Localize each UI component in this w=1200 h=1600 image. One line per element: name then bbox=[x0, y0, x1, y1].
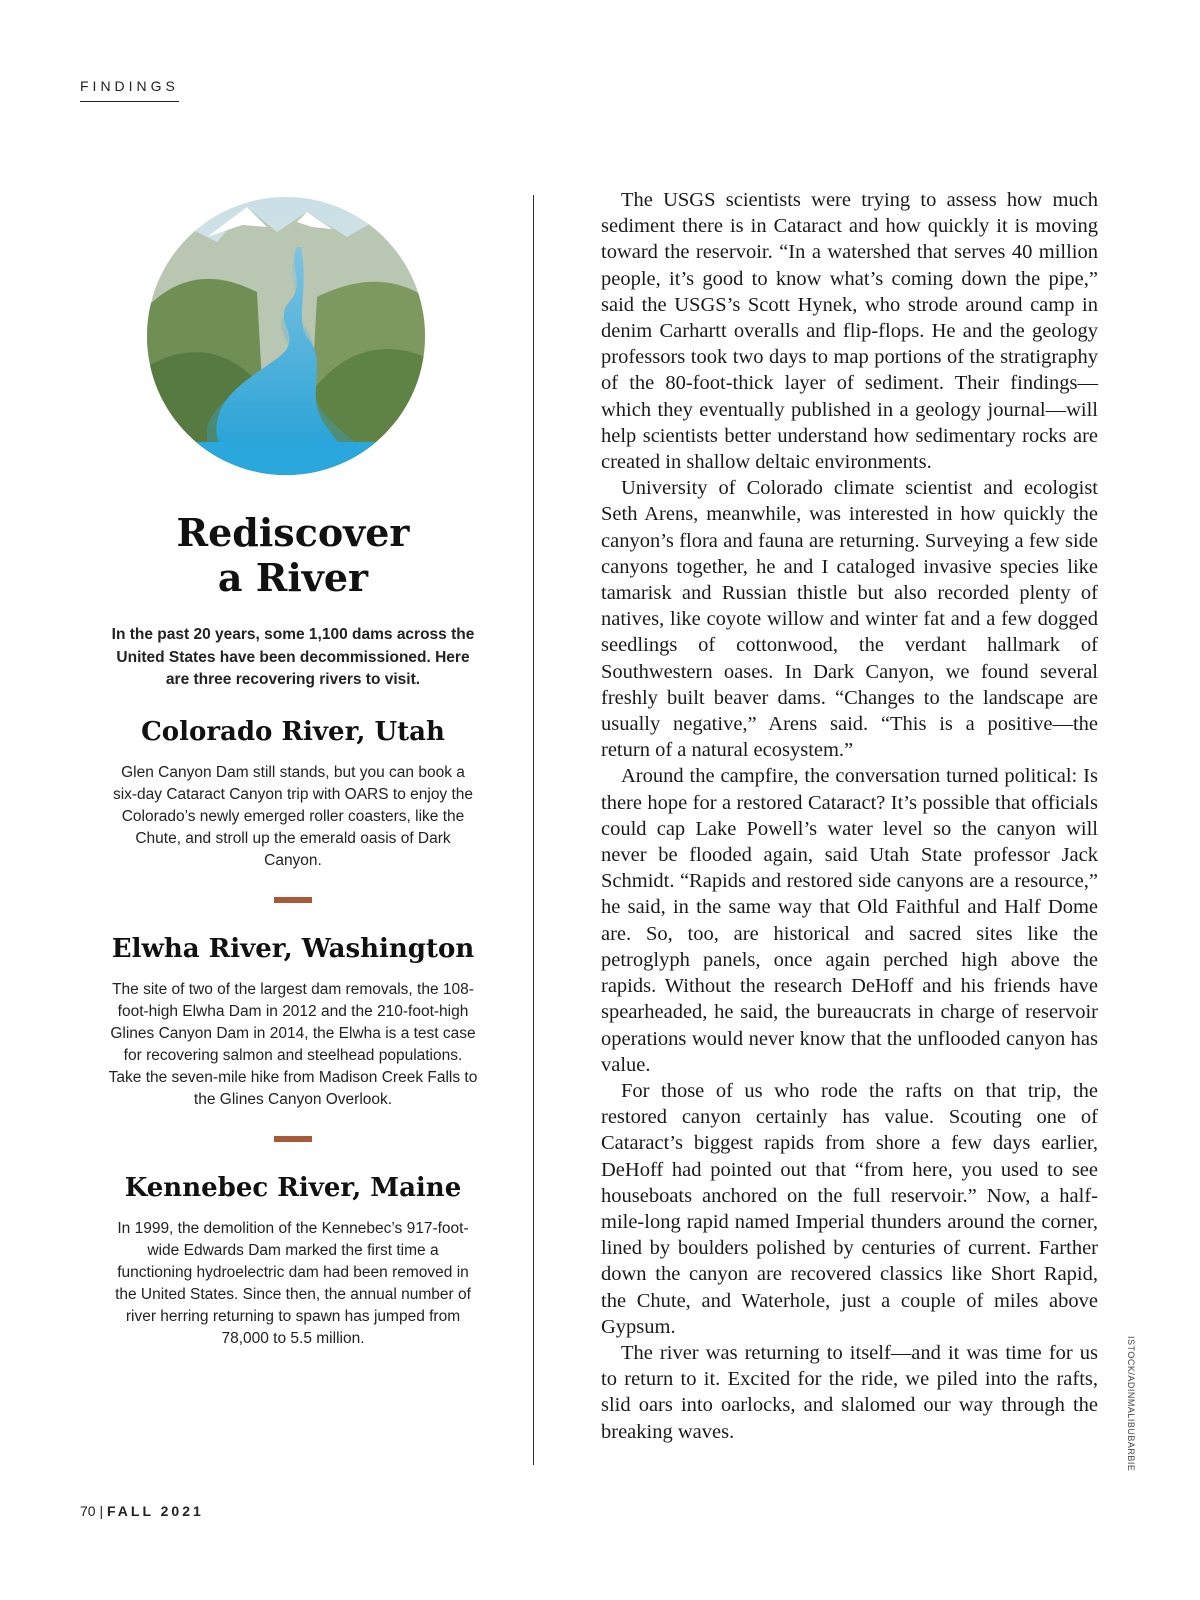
page-number: 70 bbox=[80, 1503, 96, 1519]
article-paragraph: Around the campfire, the conversation turned political: Is there hope for a restored Cataract? It’s possible that officials could cap Lake Powell’s water level so the canyon will never be flooded again, said Utah State professor Jack Schmidt. “Rapids and restored side canyons are a resource,” he said, in the same way that Old Faithful and Half Dome are. So, too, are historical and sacred sites like the petroglyph panels, once again perched high above the rapids. Without the research DeHoff and his friends have spearheaded, he said, the bureaucrats in charge of reservoir operations would never know that the unflooded canyon has value. bbox=[601, 765, 1098, 1076]
section-divider bbox=[274, 897, 312, 903]
river-description-kennebec: In 1999, the demolition of the Kennebec’s 917-foot-wide Edwards Dam marked the first time a functioning hydroelectric dam had been removed in the United States. Since then, the annual number of river herring returning to spawn has jumped from 78,000 to 5.5 million. bbox=[115, 1219, 471, 1347]
title-line-2: a River bbox=[217, 555, 369, 600]
sidebar-intro: In the past 20 years, some 1,100 dams across the United States have been decommissioned. Here are three recovering rivers to visit. bbox=[111, 626, 475, 688]
article-paragraph: University of Colorado climate scientist and ecologist Seth Arens, meanwhile, was interested in how quickly the canyon’s flora and fauna are returning. Surveying a few side canyons together, he and I cataloged invasive species like tamarisk and Russian thistle but also recorded plenty of natives, like coyote willow and winter fat and a few dogged seedlings of cottonwood, the verdant hallmark of Southwestern oases. In Dark Canyon, we found several freshly built beaver dams. “Changes to the landscape are usually negative,” Arens said. “This is a positive—the return of a natural ecosystem.” bbox=[601, 477, 1098, 762]
column-divider bbox=[533, 195, 534, 1465]
river-description-elwha: The site of two of the largest dam removals, the 108-foot-high Elwha Dam in 2012 and the 210-foot-high Glines Canyon Dam in 2014, the Elwha is a test case for recovering salmon and steelhead populations. Take the seven-mile hike from Madison Creek Falls to the Glines Canyon Overlook. bbox=[108, 980, 478, 1108]
section-divider bbox=[274, 1136, 312, 1142]
river-heading-colorado: Colorado River, Utah bbox=[141, 716, 445, 747]
sidebar bbox=[108, 510, 478, 1350]
photo-credit: ISTOCK/ADINMALIBUBARBIE bbox=[1126, 1336, 1136, 1472]
issue-label: FALL 2021 bbox=[107, 1503, 204, 1519]
article-body bbox=[601, 187, 1098, 1445]
article-paragraph: The USGS scientists were trying to assess how much sediment there is in Cataract and how quickly it is moving toward the reservoir. “In a watershed that serves 40 million people, it’s good to know what’s coming down the pipe,” said the USGS’s Scott Hynek, who strode around camp in denim Carhartt overalls and flip-flops. He and the geology professors took two days to map portions of the stratigraphy of the 80-foot-thick layer of sediment. Their findings—which they eventually published in a geology journal—will help scientists better understand how sedimentary rocks are created in shallow deltaic environments. bbox=[601, 189, 1098, 474]
river-description-colorado: Glen Canyon Dam still stands, but you can book a six-day Cataract Canyon trip with OARS to enjoy the Colorado’s newly emerged roller coasters, like the Chute, and stroll up the emerald oasis of Dark Canyon. bbox=[112, 763, 474, 869]
river-valley-illustration bbox=[147, 197, 425, 475]
title-line-1: Rediscover bbox=[176, 510, 410, 555]
river-heading-elwha: Elwha River, Washington bbox=[111, 933, 475, 964]
folio-separator: | bbox=[99, 1503, 104, 1519]
page-folio bbox=[80, 1503, 204, 1519]
article-paragraph: The river was returning to itself—and it was time for us to return to it. Excited for the ride, we piled into the rafts, slid oars into oarlocks, and slalomed our way through the breaking waves. bbox=[601, 1341, 1098, 1443]
sidebar-title bbox=[108, 510, 478, 600]
section-label: FINDINGS bbox=[80, 78, 179, 102]
article-paragraph: For those of us who rode the rafts on that trip, the restored canyon certainly has value. Scouting one of Cataract’s biggest rapids from shore a few days earlier, DeHoff had pointed out that “from here, you used to see houseboats anchored on the full reservoir.” Now, a half-mile-long rapid named Imperial thunders around the corner, lined by boulders polished by centuries of current. Farther down the canyon are recovered classics like Short Rapid, the Chute, and Waterhole, just a couple of miles above Gypsum. bbox=[601, 1079, 1098, 1338]
river-heading-kennebec: Kennebec River, Maine bbox=[124, 1172, 462, 1203]
